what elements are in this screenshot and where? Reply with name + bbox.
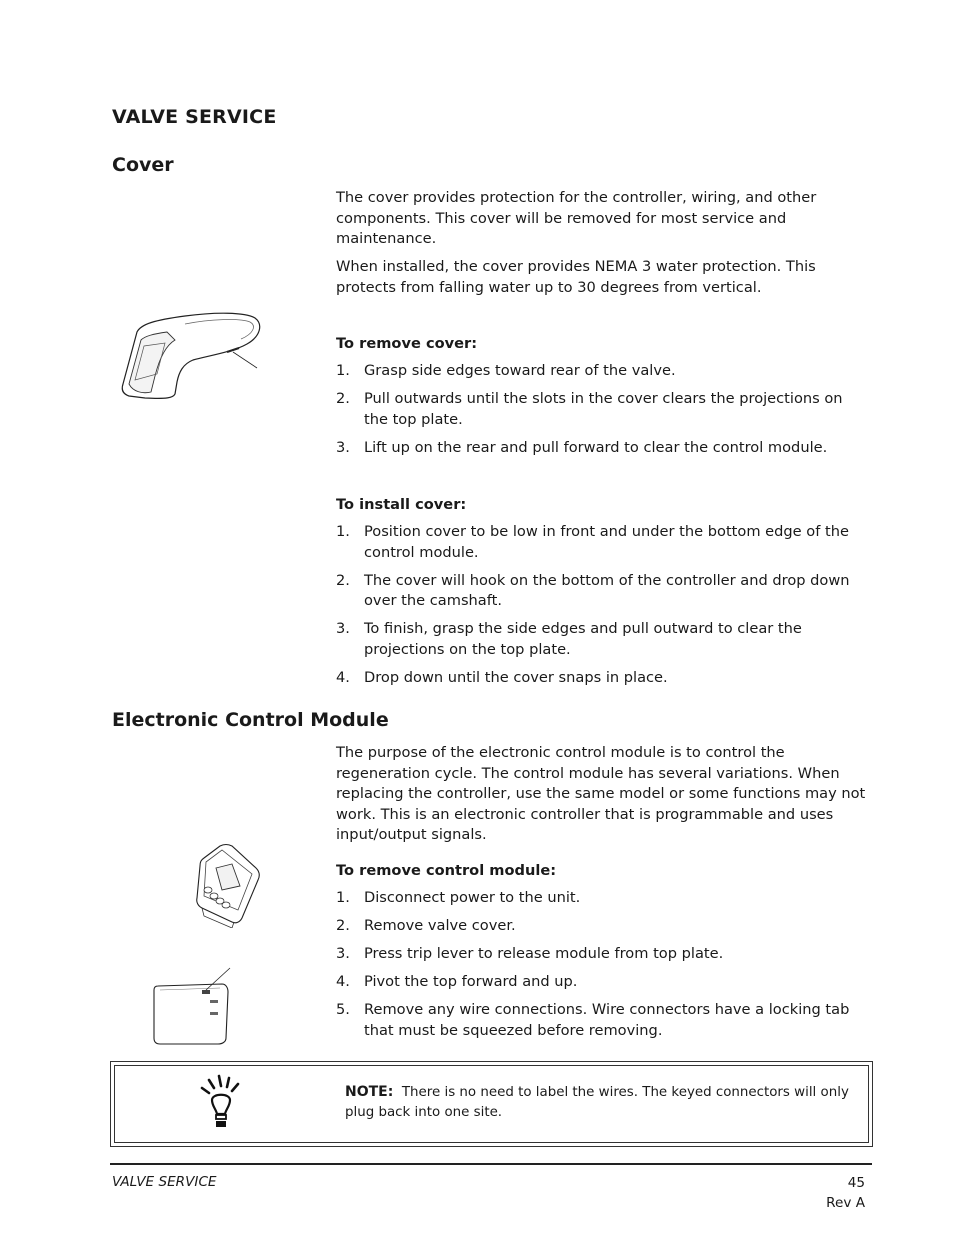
install-cover-title: To install cover: [336, 496, 467, 513]
list-item: 2. Pull outwards until the slots in the cover clears the projections on the top plate. [336, 390, 843, 428]
remove-cover-steps [336, 361, 871, 466]
footer-divider [110, 1163, 872, 1165]
note-label: NOTE: [345, 1084, 394, 1100]
footer-page-info [780, 1174, 865, 1213]
cover-paragraph-2: When installed, the cover provides NEMA 3 water protection. This protects from falling water up to 30 degrees from vertical. [336, 258, 816, 296]
footer-section: VALVE SERVICE [112, 1174, 217, 1190]
install-cover-steps [336, 522, 871, 696]
note-body: There is no need to label the wires. The keyed connectors will only plug back into one site. [345, 1085, 849, 1120]
list-item: 1. Disconnect power to the unit. [336, 889, 581, 906]
remove-module-title: To remove control module: [336, 862, 557, 879]
note-text [345, 1082, 865, 1123]
control-module-illustration [192, 842, 264, 928]
ecm-heading: Electronic Control Module [112, 709, 389, 731]
page-title: VALVE SERVICE [112, 106, 277, 128]
lightbulb-icon [198, 1074, 244, 1134]
list-item: 3. Press trip lever to release module from top plate. [336, 945, 724, 962]
cover-paragraph-1: The cover provides protection for the controller, wiring, and other components. This cover will be removed for most service and maintenance. [336, 189, 817, 247]
ecm-paragraph: The purpose of the electronic control module is to control the regeneration cycle. The control module has several variations. When replacing the controller, use the same model or some functions may not work. This is an electronic controller that is programmable and uses input/output signals. [336, 744, 866, 843]
list-item: 2. The cover will hook on the bottom of the controller and drop down over the camshaft. [336, 571, 850, 609]
page-number: 45 [847, 1175, 865, 1191]
cover-heading: Cover [112, 154, 174, 176]
list-item: 2. Remove valve cover. [336, 917, 516, 934]
list-item: 3. To finish, grasp the side edges and pull outward to clear the projections on the top plate. [336, 620, 802, 658]
list-item: 5. Remove any wire connections. Wire connectors have a locking tab that must be squeezed before removing. [336, 1001, 850, 1039]
list-item: 4. Drop down until the cover snaps in place. [336, 668, 668, 686]
remove-module-steps [336, 888, 871, 1049]
list-item: 1. Position cover to be low in front and under the bottom edge of the control module. [336, 523, 849, 561]
list-item: 3. Lift up on the rear and pull forward to clear the control module. [336, 438, 828, 456]
revision: Rev A [826, 1194, 865, 1211]
valve-cover-illustration [115, 310, 265, 405]
list-item: 4. Pivot the top forward and up. [336, 973, 578, 990]
list-item: 1. Grasp side edges toward rear of the valve. [336, 362, 676, 379]
remove-cover-title: To remove cover: [336, 335, 478, 352]
module-pivot-illustration [150, 966, 232, 1048]
